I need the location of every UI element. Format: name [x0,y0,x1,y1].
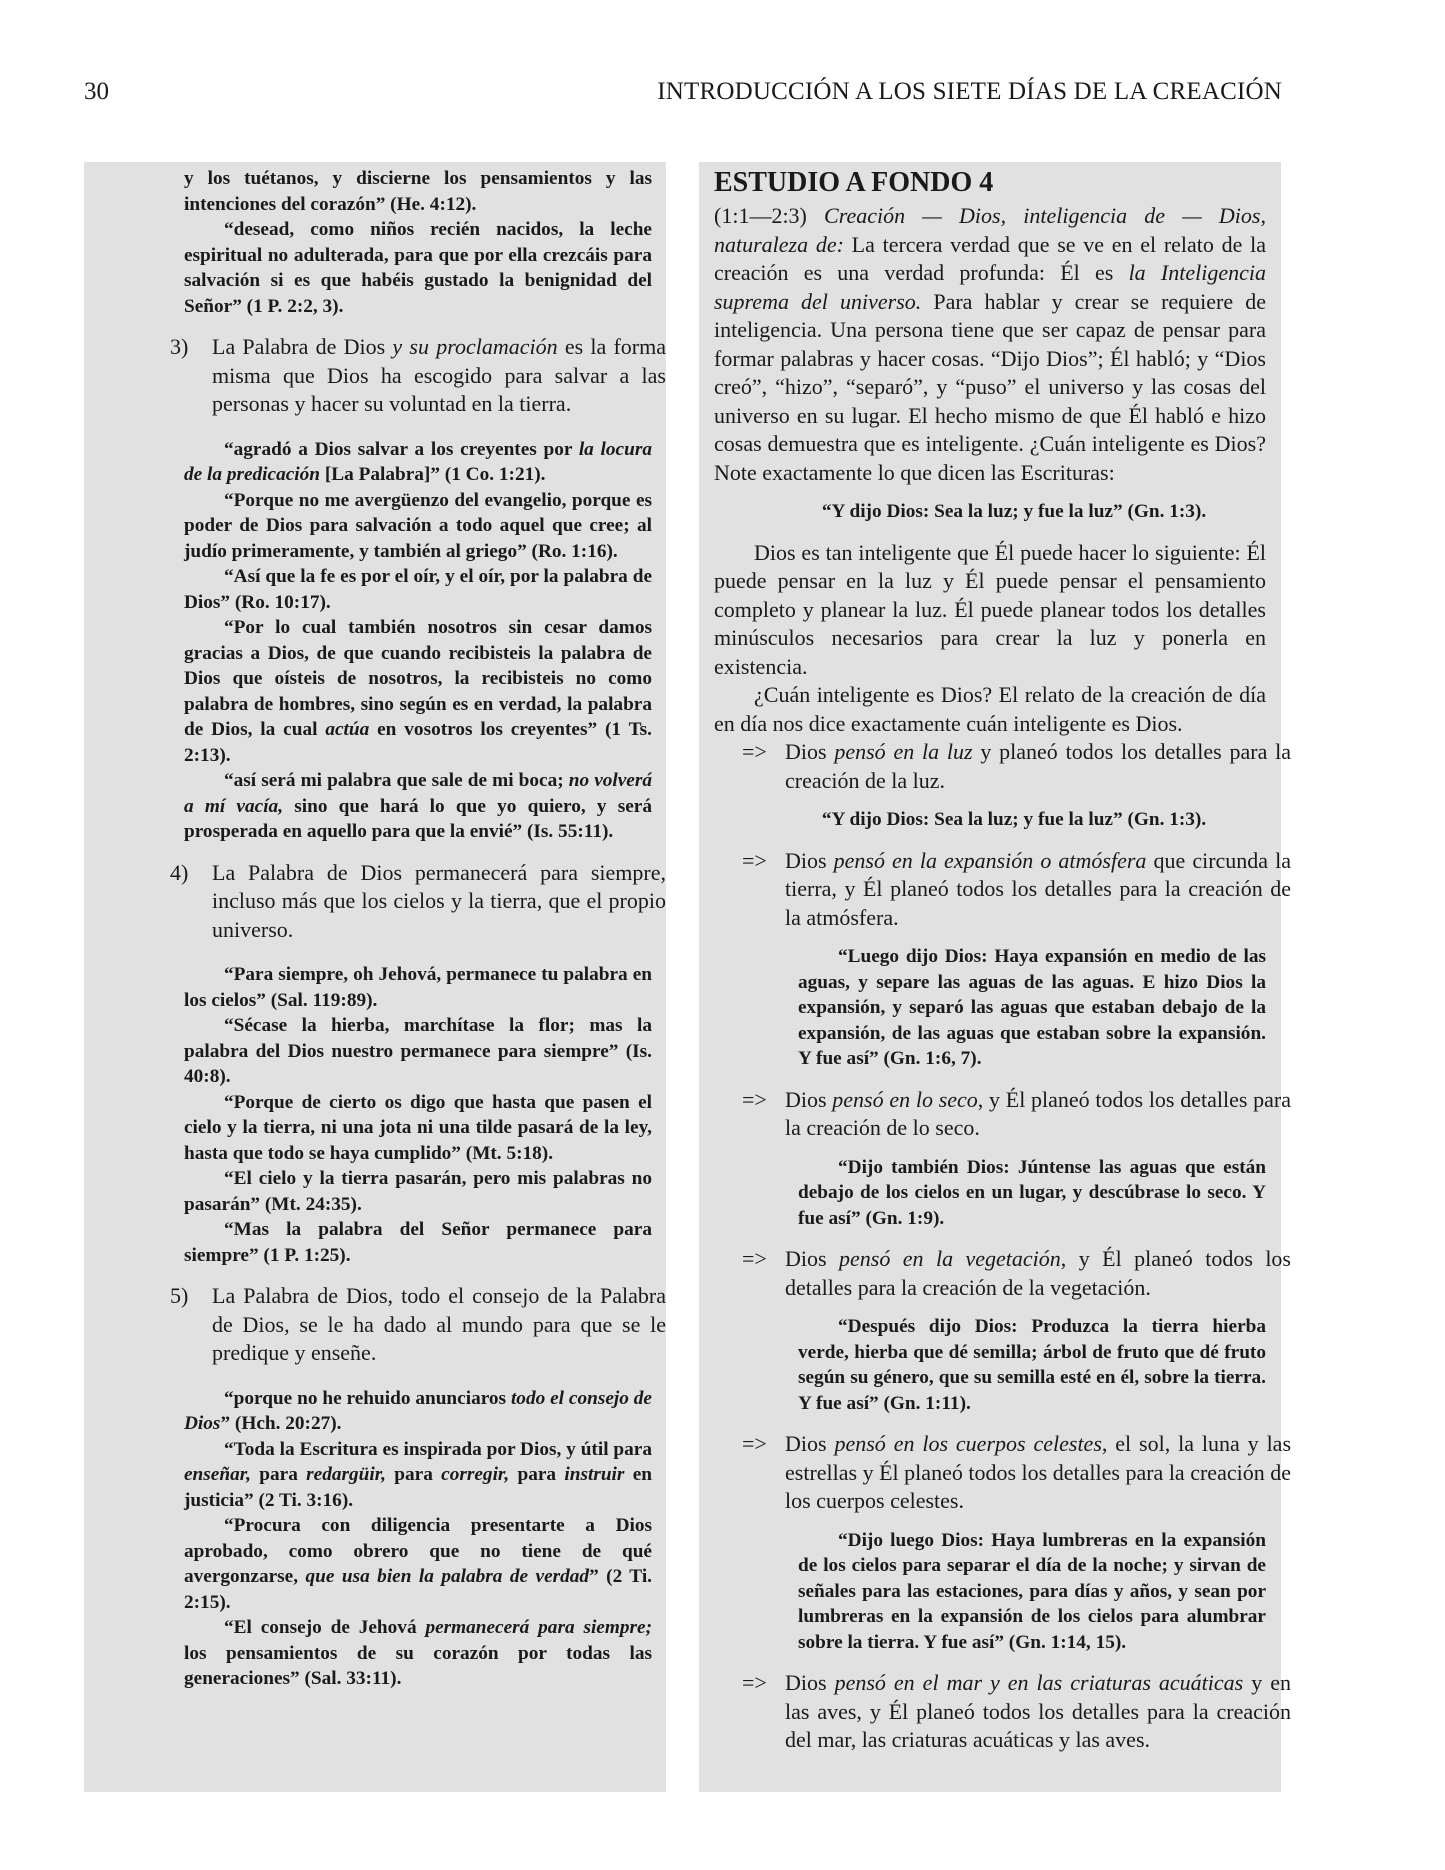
quote: “Dijo también Dios: Júntense las aguas que están debajo de los cielos en un lugar, y descúbrase lo seco. Y fue así” (Gn. 1:9). [798,1156,1266,1229]
point-text: La Palabra de Dios permanecerá para siempre, incluso más que los cielos y la tierra, que el propio universo. [212,859,666,942]
arrow-text: Dios pensó en la expansión o atmósfera que circunda la tierra, y Él planeó todos los detalles para la creación de la atmósfera. [785,847,1292,930]
point-text: La Palabra de Dios, todo el consejo de la Palabra de Dios, se le ha dado al mundo para que se le predique y enseñe. [212,1283,666,1365]
quote: “Y dijo Dios: Sea la luz; y fue la luz” (Gn. 1:3). [821,501,1207,522]
arrow-item [714,847,1291,933]
arrow-marker: => [742,739,767,764]
quote-block [184,437,666,845]
quote: “Porque no me avergüenzo del evangelio, porque es poder de Dios para salvación a todo aquel que cree; al judío primeramente, y también al griego” (Ro. 1:16). [184,489,652,562]
paragraph: Dios es tan inteligente que Él puede hacer lo siguiente: Él puede pensar en la luz y Él puede pensar el pensamiento completo y planear la luz. Él puede planear todos los detalles minúsculos necesarios para crear la luz y ponerla en existencia. [714,539,1266,679]
arrow-text: Dios pensó en la luz y planeó todos los detalles para la creación de la luz. [785,739,1291,793]
study-title: ESTUDIO A FONDO 4 [714,167,994,198]
arrow-marker: => [742,1246,767,1271]
quote-block [184,1386,666,1692]
arrow-text: Dios pensó en la vegetación, y Él planeó todos los detalles para la creación de la vegetación. [785,1246,1291,1300]
quote: “Toda la Escritura es inspirada por Dios, y útil para enseñar, para redargüir, para corregir, para instruir en justicia” (2 Ti. 3:16). [184,1438,653,1511]
quote: “Sécase la hierba, marchítase la flor; mas la palabra del Dios nuestro permanece para siempre” (Is. 40:8). [184,1015,652,1087]
point-number: 4) [170,859,189,885]
arrow-text: Dios pensó en el mar y en las criaturas acuáticas y en las aves, y Él planeó todos los detalles para la creación del mar, las criaturas acuáticas y las aves. [785,1670,1292,1752]
quote: “Y dijo Dios: Sea la luz; y fue la luz” (Gn. 1:3). [821,809,1207,830]
quote: “Por lo cual también nosotros sin cesar damos gracias a Dios, de que cuando recibisteis la palabra de Dios que oísteis de nosotros, la recibisteis no como palabra de hombres, sino según es en verdad, la palabra de Dios, la cual actúa en vosotros los creyentes” (1 Ts. 2:13). [184,617,652,766]
quote: “Luego dijo Dios: Haya expansión en medio de las aguas, y separe las aguas de las aguas. E hizo Dios la expansión, y separó las aguas que estaban debajo de la expansión, de las aguas que estaban sobre la expansión. Y fue así” (Gn. 1:6, 7). [798,946,1266,1069]
point-text: La Palabra de Dios y su proclamación es la forma misma que Dios ha escogido para salvar a las personas y hacer su voluntad en la tierra. [212,334,667,416]
running-head: INTRODUCCIÓN A LOS SIETE DÍAS DE LA CREACIÓN [657,78,1282,105]
quote: “Procura con diligencia presentarte a Dios aprobado, como obrero que no tiene de qué avergonzarse, que usa bien la palabra de verdad” (2 Ti. 2:15). [184,1515,652,1613]
quote: “Dijo luego Dios: Haya lumbreras en la expansión de los cielos para separar el día de la noche; y sirvan de señales para las estaciones, para días y años, y sean por lumbreras en la expansión de los cielos para alumbrar sobre la tierra. Y fue así” (Gn. 1:14, 15). [798,1529,1266,1653]
quote: “Después dijo Dios: Produzca la tierra hierba verde, hierba que dé semilla; árbol de fruto que dé fruto según su género, que su semilla esté en él, sobre la tierra. Y fue así” (Gn. 1:11). [798,1316,1266,1414]
arrow-text: Dios pensó en lo seco, y Él planeó todos los detalles para la creación de lo seco. [785,1086,1292,1140]
left-column [84,162,666,1792]
arrow-item [714,738,1291,795]
intro-paragraph: (1:1—2:3) Creación — Dios, inteligencia de — Dios, naturaleza de: La tercera verdad que se ve en el relato de la creación es una verdad profunda: Él es la Inteligencia suprema del universo. Para hablar y crear se requiere de inteligencia. Una persona tiene que ser capaz de pensar para formar palabras y hacer cosas. “Dijo Dios”; Él habló; y “Dios creó”, “hizo”, “separó”, y “puso” el universo y las cosas del universo en su lugar. El hecho mismo de que Él habló e hizo cosas demuestra que es inteligente. ¿Cuán inteligente es Dios? Note exactamente lo que dicen las Escrituras: [714,203,1267,485]
quote: “El cielo y la tierra pasarán, pero mis palabras no pasarán” (Mt. 24:35). [184,1168,652,1215]
arrow-marker: => [742,1086,767,1112]
quote: “porque no he rehuido anunciaros todo el consejo de Dios” (Hch. 20:27). [184,1387,652,1434]
point-4 [170,859,666,945]
quote: “Porque de cierto os digo que hasta que pasen el cielo y la tierra, ni una jota ni una tilde pasará de la ley, hasta que todo se haya cumplido” (Mt. 5:18). [184,1091,652,1164]
quote: “El consejo de Jehová permanecerá para siempre; los pensamientos de su corazón por todas las generaciones” (Sal. 33:11). [184,1617,652,1689]
arrow-marker: => [742,847,767,873]
arrow-item [714,1086,1291,1143]
quote-block [184,962,666,1268]
quote: “Mas la palabra del Señor permanece para siempre” (1 P. 1:25). [184,1219,652,1266]
quote-block [184,166,666,319]
quote: “desead, como niños recién nacidos, la leche espiritual no adulterada, para que por ella crezcáis para salvación si es que habéis gustado la benignidad del Señor” (1 P. 2:2, 3). [184,219,652,317]
arrow-marker: => [742,1670,767,1695]
quote: y los tuétanos, y discierne los pensamientos y las intenciones del corazón” (He. 4:12). [184,168,652,215]
arrow-item [714,1430,1291,1516]
arrow-item [714,1669,1291,1755]
quote: “así será mi palabra que sale de mi boca; no volverá a mí vacía, sino que hará lo que yo quiero, y será prosperada en aquello para que la envié” (Is. 55:11). [184,770,653,842]
quote: “Así que la fe es por el oír, y el oír, por la palabra de Dios” (Ro. 10:17). [184,566,652,613]
right-column [699,162,1292,1792]
paragraph: ¿Cuán inteligente es Dios? El relato de la creación de día en día nos dice exactamente cuán inteligente es Dios. [714,682,1266,736]
quote: “Para siempre, oh Jehová, permanece tu palabra en los cielos” (Sal. 119:89). [184,964,652,1011]
arrow-item [714,1245,1291,1302]
arrow-text: Dios pensó en los cuerpos celestes, el sol, la luna y las estrellas y Él planeó todos los detalles para la creación de los cuerpos celestes. [785,1431,1292,1513]
point-3 [170,333,666,419]
arrow-marker: => [742,1431,767,1456]
point-5 [170,1282,666,1368]
point-number: 5) [170,1283,189,1308]
point-number: 3) [170,334,189,359]
quote: “agradó a Dios salvar a los creyentes por la locura de la predicación [La Palabra]” (1 Co. 1:21). [184,438,652,485]
page-number: 30 [84,78,109,105]
